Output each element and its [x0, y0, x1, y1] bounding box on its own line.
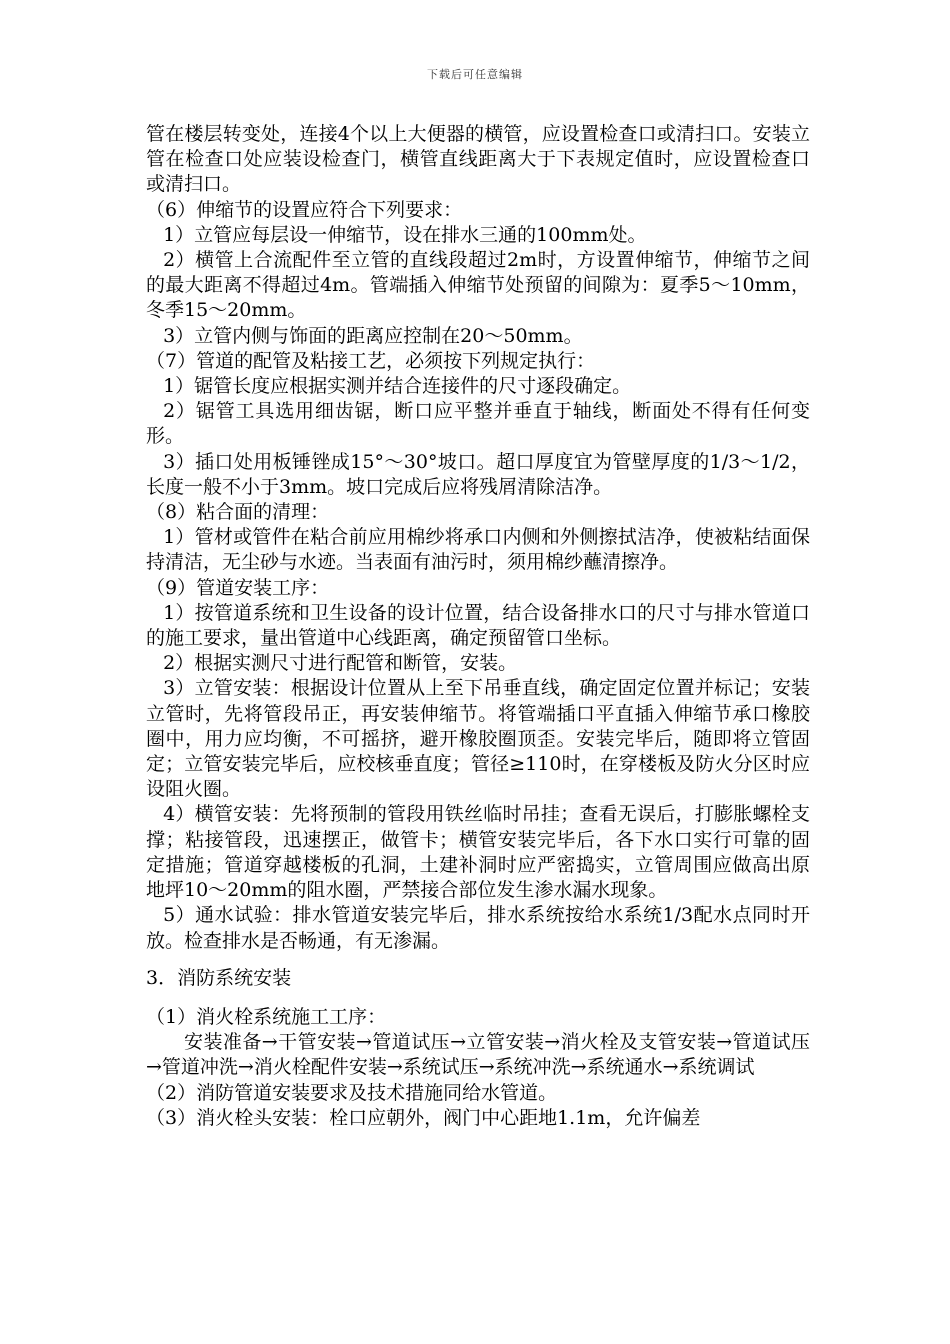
body-paragraph: （1）消火栓系统施工工序：	[146, 1005, 387, 1028]
body-paragraph: 2）锯管工具选用细齿锯，断口应平整并垂直于轴线，断面处不得有任何变形。	[146, 400, 810, 448]
body-paragraph: 1）锯管长度应根据实测并结合连接件的尺寸逐段确定。	[163, 375, 632, 398]
body-paragraph: （9）管道安装工序：	[146, 576, 330, 599]
body-paragraph: （3）消火栓头安装：栓口应朝外，阀门中心距地1.1m，允许偏差	[146, 1106, 701, 1129]
body-paragraph: （7）管道的配管及粘接工艺，必须按下列规定执行：	[146, 349, 596, 372]
page-header-note: 下载后可任意编辑	[427, 68, 523, 81]
body-paragraph: 4）横管安装：先将预制的管段用铁丝临时吊挂；查看无误后，打膨胀螺栓支撑；粘接管段，迅速摆正，做管卡；横管安装完毕后，各下水口实行可靠的固定措施；管道穿越楼板的孔洞，土建补洞时应严密捣实，立管周围应做高出原地坪10～20mm的阻水圈，严禁接合部位发生渗水漏水现象。	[146, 803, 810, 902]
body-paragraph: 3）立管安装：根据设计位置从上至下吊垂直线，确定固定位置并标记；安装立管时，先将管段吊正，再安装伸缩节。将管端插口平直插入伸缩节承口橡胶圈中，用力应均衡，不可摇挤，避开橡胶圈顶歪。安装完毕后，随即将立管固定；立管安装完毕后，应校核垂直度；管径≥110时，在穿楼板及防火分区时应设阻火圈。	[146, 677, 810, 801]
body-paragraph: 1）管材或管件在粘合前应用棉纱将承口内侧和外侧擦拭洁净，使被粘结面保持清洁，无尘砂与水迹。当表面有油污时，须用棉纱蘸清擦净。	[146, 526, 810, 574]
body-paragraph: （8）粘合面的清理：	[146, 501, 330, 524]
body-paragraph: 1）按管道系统和卫生设备的设计位置，结合设备排水口的尺寸与排水管道口的施工要求，量出管道中心线距离，确定预留管口坐标。	[146, 601, 810, 650]
body-paragraph: 2）横管上合流配件至立管的直线段超过2m时，方设置伸缩节，伸缩节之间的最大距离不得超过4m。管端插入伸缩节处预留的间隙为：夏季5～10mm，冬季15～20mm。	[146, 249, 810, 322]
body-paragraph: 安装准备→干管安装→管道试压→立管安装→消火栓及支管安装→管道试压→管道冲洗→消火栓配件安装→系统试压→系统冲洗→系统通水→系统调试	[146, 1031, 810, 1079]
body-paragraph: 管在楼层转变处，连接4个以上大便器的横管，应设置检查口或清扫口。安装立管在检查口处应装设检查门，横管直线距离大于下表规定值时，应设置检查口或清扫口。	[146, 123, 810, 196]
body-paragraph: 1）立管应每层设一伸缩节，设在排水三通的100mm处。	[163, 223, 647, 246]
body-paragraph: （2）消防管道安装要求及技术措施同给水管道。	[146, 1081, 558, 1104]
body-paragraph: 3）立管内侧与饰面的距离应控制在20～50mm。	[163, 324, 583, 347]
body-paragraph: 5）通水试验：排水管道安装完毕后，排水系统按给水系统1/3配水点同时开放。检查排水是否畅通，有无渗漏。	[146, 904, 810, 952]
body-paragraph: 2）根据实测尺寸进行配管和断管，安装。	[163, 652, 518, 675]
document-body	[146, 122, 810, 1131]
body-paragraph: 3）插口处用板锤锉成15°～30°坡口。超口厚度宜为管壁厚度的1/3～1/2，长度一般不小于3mm。坡口完成后应将残屑清除洁净。	[146, 450, 810, 498]
body-paragraph: （6）伸缩节的设置应符合下列要求：	[146, 198, 463, 221]
section-heading: 3．消防系统安装	[146, 966, 292, 989]
